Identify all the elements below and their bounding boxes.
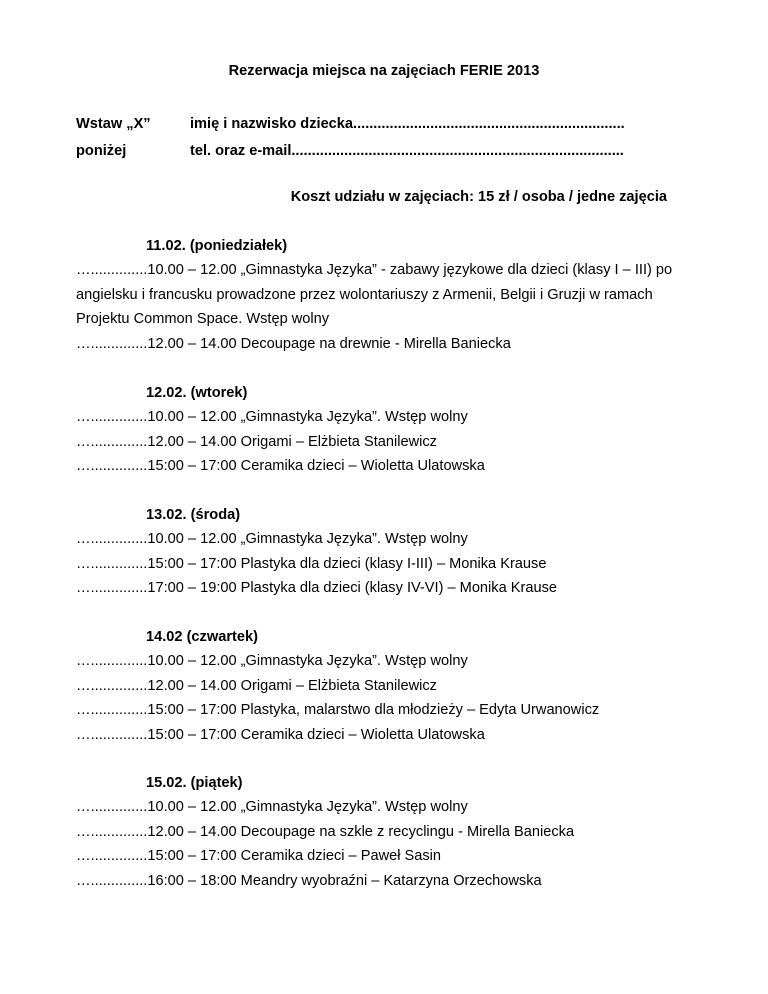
checkbox-mark[interactable]: ….............. <box>76 799 148 815</box>
activity-entry[interactable] <box>76 674 696 699</box>
activity-text: 15:00 – 17:00 Ceramika dzieci – Wioletta Ulatowska <box>147 458 485 474</box>
activity-text: 10.00 – 12.00 „Gimnastyka Języka”. Wstęp wolny <box>147 799 468 815</box>
checkbox-mark[interactable]: ….............. <box>76 702 148 718</box>
activity-entry[interactable] <box>76 552 696 577</box>
checkbox-mark[interactable]: ….............. <box>76 433 148 450</box>
activity-text: 15:00 – 17:00 Ceramika dzieci – Wioletta Ulatowska <box>147 726 485 743</box>
activity-entry[interactable] <box>76 844 696 869</box>
activity-text: 10.00 – 12.00 „Gimnastyka Języka” - zabawy językowe dla dzieci (klasy I – III) po angielsku i francusku prowadzone przez wolontariuszy z Armenii, Belgii i Gruzji w ramach Projektu Common Space. Wstęp wolny <box>76 262 673 327</box>
activity-entry[interactable] <box>76 405 696 430</box>
day-section <box>76 381 696 479</box>
activity-entry[interactable] <box>76 795 696 820</box>
activity-entry[interactable] <box>76 332 696 357</box>
checkbox-mark[interactable]: ….............. <box>76 458 148 474</box>
activity-entry[interactable] <box>76 649 696 674</box>
contact-field[interactable]: tel. oraz e-mail.................................................................................. <box>190 143 624 159</box>
day-section <box>76 234 696 356</box>
checkbox-mark[interactable]: ….............. <box>76 555 148 572</box>
activity-entry[interactable] <box>76 869 696 894</box>
activity-text: 15:00 – 17:00 Ceramika dzieci – Paweł Sasin <box>147 848 442 864</box>
activity-entry[interactable] <box>76 820 696 845</box>
insert-below-label: poniżej <box>76 143 127 159</box>
day-section <box>76 771 696 893</box>
activity-text: 15:00 – 17:00 Plastyka dla dzieci (klasy I-III) – Monika Krause <box>147 555 547 572</box>
checkbox-mark[interactable]: ….............. <box>76 653 148 669</box>
checkbox-mark[interactable]: ….............. <box>76 677 148 694</box>
activity-entry[interactable] <box>76 698 696 723</box>
day-heading: 12.02. (wtorek) <box>146 385 248 401</box>
checkbox-mark[interactable]: ….............. <box>76 726 148 743</box>
activity-entry[interactable] <box>76 527 696 552</box>
checkbox-mark[interactable]: ….............. <box>76 823 148 840</box>
day-section <box>76 625 696 747</box>
activity-entry[interactable] <box>76 576 696 601</box>
activity-entry[interactable] <box>76 454 696 479</box>
checkbox-mark[interactable]: ….............. <box>76 872 148 889</box>
day-heading: 13.02. (środa) <box>146 507 241 523</box>
activity-text: 16:00 – 18:00 Meandry wyobraźni – Katarzyna Orzechowska <box>147 872 542 889</box>
day-heading: 14.02 (czwartek) <box>146 629 258 645</box>
activity-entry[interactable] <box>76 723 696 748</box>
activity-text: 12.00 – 14.00 Decoupage na drewnie - Mirella Baniecka <box>147 335 511 352</box>
insert-x-label: Wstaw „X” <box>76 116 151 132</box>
page-title: Rezerwacja miejsca na zajęciach FERIE 2013 <box>228 63 540 79</box>
checkbox-mark[interactable]: ….............. <box>76 848 148 864</box>
day-heading: 11.02. (poniedziałek) <box>146 238 288 254</box>
day-heading: 15.02. (piątek) <box>146 775 243 791</box>
activity-text: 12.00 – 14.00 Decoupage na szkle z recyclingu - Mirella Baniecka <box>147 823 575 840</box>
checkbox-mark[interactable]: ….............. <box>76 409 148 425</box>
activity-entry[interactable] <box>76 258 696 332</box>
checkbox-mark[interactable]: ….............. <box>76 580 148 596</box>
activity-entry[interactable] <box>76 430 696 455</box>
activity-text: 15:00 – 17:00 Plastyka, malarstwo dla młodzieży – Edyta Urwanowicz <box>147 702 600 718</box>
activity-text: 17:00 – 19:00 Plastyka dla dzieci (klasy IV-VI) – Monika Krause <box>147 580 558 596</box>
cost-info: Koszt udziału w zajęciach: 15 zł / osoba / jedne zajęcia <box>290 189 667 205</box>
activity-text: 10.00 – 12.00 „Gimnastyka Języka”. Wstęp wolny <box>147 531 468 547</box>
activity-text: 10.00 – 12.00 „Gimnastyka Języka”. Wstęp wolny <box>147 409 468 425</box>
checkbox-mark[interactable]: ….............. <box>76 531 148 547</box>
activity-text: 12.00 – 14.00 Origami – Elżbieta Stanilewicz <box>147 433 437 450</box>
checkbox-mark[interactable]: ….............. <box>76 262 148 278</box>
activity-text: 12.00 – 14.00 Origami – Elżbieta Stanilewicz <box>147 677 437 694</box>
day-section <box>76 503 696 601</box>
child-name-field[interactable]: imię i nazwisko dziecka................................................................... <box>190 116 625 132</box>
checkbox-mark[interactable]: ….............. <box>76 335 148 352</box>
activity-text: 10.00 – 12.00 „Gimnastyka Języka”. Wstęp wolny <box>147 653 468 669</box>
